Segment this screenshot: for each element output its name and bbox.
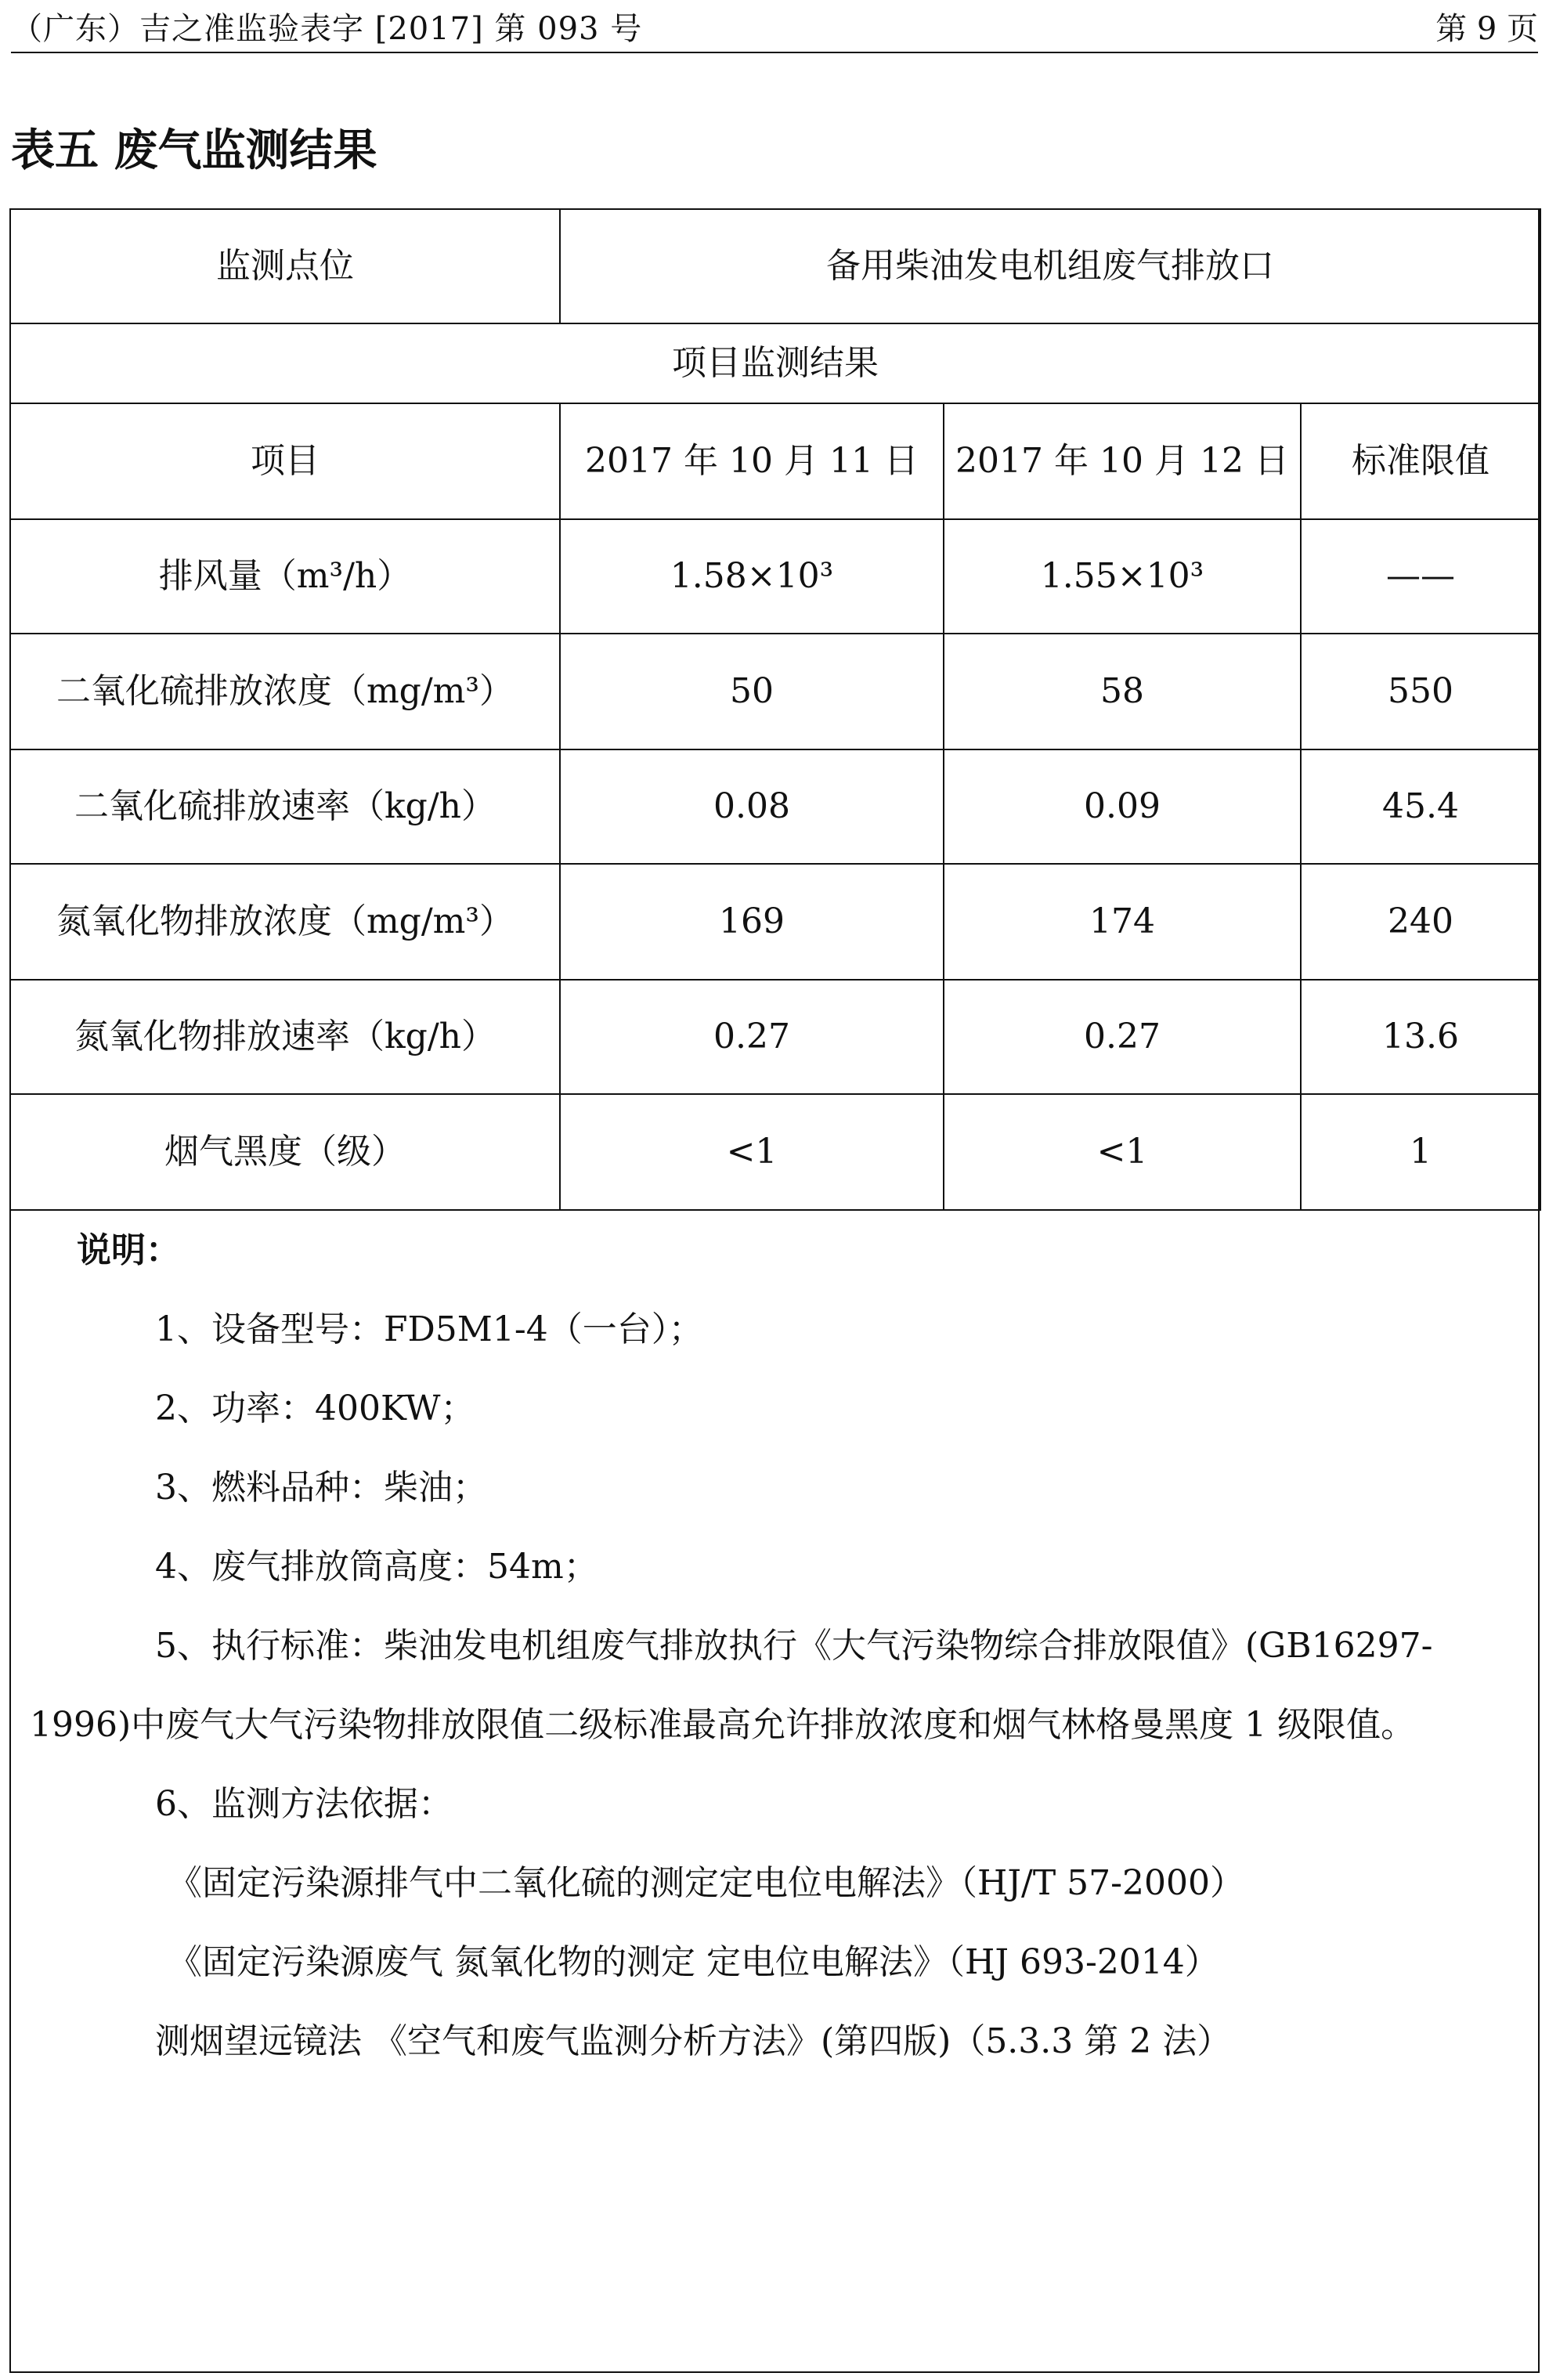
table-row	[10, 634, 1540, 749]
column-header-day2: 2017 年 10 月 12 日	[944, 403, 1301, 519]
row-limit-value: 1	[1301, 1094, 1540, 1210]
note-method-basis: 6、监测方法依据：	[155, 1784, 453, 1824]
row-day1-value: 50	[560, 634, 944, 749]
row-limit-value: ——	[1301, 519, 1540, 634]
row-day1-value: <1	[560, 1094, 944, 1210]
row-item: 烟气黑度（级）	[10, 1094, 560, 1210]
note-equipment-model: 1、设备型号：FD5M1-4（一台）；	[155, 1309, 703, 1349]
row-item: 二氧化硫排放浓度（mg/m³）	[10, 634, 560, 749]
note-stack-height: 4、废气排放筒高度：54m；	[155, 1547, 598, 1587]
row-day2-value: 1.55×10³	[944, 519, 1301, 634]
row-day2-value: 174	[944, 864, 1301, 980]
row-limit-value: 550	[1301, 634, 1540, 749]
row-day1-value: 0.08	[560, 749, 944, 864]
method-reference-nox: 《固定污染源废气 氮氧化物的测定 定电位电解法》（HJ 693-2014）	[168, 1942, 1219, 1982]
notes-section	[9, 1211, 1540, 2373]
row-limit-value: 13.6	[1301, 980, 1540, 1094]
page-number: 第 9 页	[1435, 11, 1538, 47]
row-item: 排风量（m³/h）	[10, 519, 560, 634]
row-day1-value: 0.27	[560, 980, 944, 1094]
row-day2-value: <1	[944, 1094, 1301, 1210]
row-item: 氮氧化物排放浓度（mg/m³）	[10, 864, 560, 980]
note-fuel-type: 3、燃料品种：柴油；	[155, 1468, 487, 1508]
row-day2-value: 58	[944, 634, 1301, 749]
monitoring-point-value: 备用柴油发电机组废气排放口	[560, 209, 1540, 323]
table-row	[10, 1094, 1540, 1210]
row-limit-value: 45.4	[1301, 749, 1540, 864]
table-row	[10, 864, 1540, 980]
monitoring-point-row	[10, 209, 1540, 323]
table-title: 表五 废气监测结果	[11, 125, 377, 176]
column-header-day1: 2017 年 10 月 11 日	[560, 403, 944, 519]
row-day1-value: 1.58×10³	[560, 519, 944, 634]
row-day2-value: 0.09	[944, 749, 1301, 864]
column-header-limit: 标准限值	[1301, 403, 1540, 519]
row-item: 氮氧化物排放速率（kg/h）	[10, 980, 560, 1094]
section-heading: 项目监测结果	[10, 323, 1540, 403]
monitoring-point-label: 监测点位	[10, 209, 560, 323]
row-day2-value: 0.27	[944, 980, 1301, 1094]
page-header	[11, 6, 1538, 53]
section-heading-row	[10, 323, 1540, 403]
method-reference-so2: 《固定污染源排气中二氧化硫的测定定电位电解法》（HJ/T 57-2000）	[168, 1863, 1244, 1903]
results-table	[9, 208, 1541, 1211]
note-applicable-standard: 5、执行标准：柴油发电机组废气排放执行《大气污染物综合排放限值》(GB16297-1996)中废气大气污染物排放限值二级标准最高允许排放浓度和烟气林格曼黑度 1 级限值。	[30, 1626, 1433, 1745]
column-header-item: 项目	[10, 403, 560, 519]
method-reference-smoke: 测烟望远镜法 《空气和废气监测分析方法》(第四版)（5.3.3 第 2 法）	[155, 2021, 1232, 2061]
table-row	[10, 519, 1540, 634]
table-row	[10, 980, 1540, 1094]
column-header-row	[10, 403, 1540, 519]
document-number: （广东）吉之准监验表字 [2017] 第 093 号	[11, 11, 643, 47]
notes-title: 说明：	[77, 1230, 180, 1270]
row-item: 二氧化硫排放速率（kg/h）	[10, 749, 560, 864]
row-day1-value: 169	[560, 864, 944, 980]
row-limit-value: 240	[1301, 864, 1540, 980]
table-row	[10, 749, 1540, 864]
note-power: 2、功率：400KW；	[155, 1389, 475, 1428]
